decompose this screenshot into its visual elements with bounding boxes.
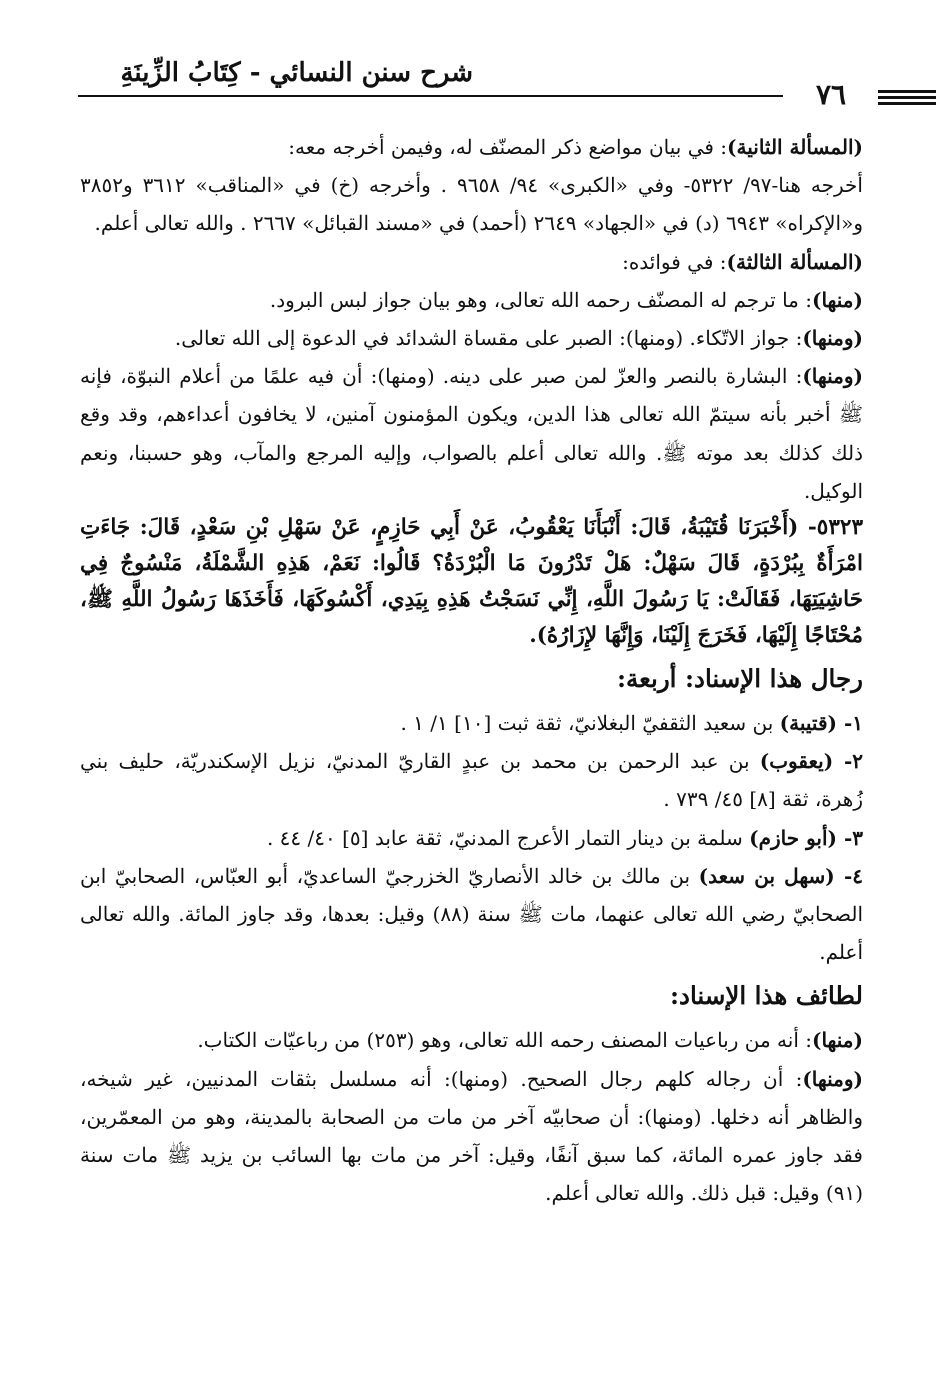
page-number-ornament (878, 90, 936, 104)
paragraph-label: (المسألة الثانية) (727, 135, 863, 159)
narrator-text: سلمة بن دينار التمار الأعرج المدنيّ، ثقة عابد [٥] ٤٠/ ٤٤ . (266, 825, 750, 850)
subtlety-text: : أن رجاله كلهم رجال الصحيح. (ومنها): أنه مسلسل بثقات المدنيين، غير شيخه، والظاهر أنه دخلها. (ومنها): أن صحابيّه آخر من مات من الصحابة بالمدينة، وهو من المعمّرين، فقد جاوز عمره المائة، كما سبق آنفًا، وقيل: آخر من مات بها السائب بن يزيد ﷺ مات سنة (٩١) وقيل: قبل ذلك. والله تعالى أعلم. (80, 1066, 863, 1206)
paragraph-text: : البشارة بالنصر والعزّ لمن صبر على دينه. (ومنها): أن فيه علمًا من أعلام النبوّة، فإنه ﷺ أخبر بأنه سيتمّ الله تعالى هذا الدين، ويكون المؤمنون آمنين، لا يخافون أعداءهم، وقد وقع ذلك كذلك بعد موته ﷺ. والله تعالى أعلم بالصواب، وإليه المرجع والمآب، وهو حسبنا، ونعم الوكيل. (80, 364, 863, 503)
paragraph-text: : ما ترجم له المصنّف رحمه الله تعالى، وهو بيان جواز لبس البرود. (269, 287, 812, 312)
page-number: ٧٦ (816, 78, 847, 111)
narrators-heading: رجال هذا الإسناد: أربعة: (617, 664, 863, 694)
narrator-name: ٢- (يعقوب) (759, 749, 864, 774)
narrator-entry (80, 819, 863, 857)
paragraph (80, 128, 863, 166)
subtlety-entry (80, 1060, 863, 1213)
narrator-entry (80, 857, 863, 972)
subtleties-heading: لطائف هذا الإسناد: (670, 981, 863, 1011)
page-header (78, 50, 858, 110)
narrator-name: ٣- (أبو حازم) (749, 825, 863, 850)
narrator-entry (80, 742, 863, 818)
page-body (80, 128, 863, 1212)
paragraph (80, 357, 863, 510)
paragraph (80, 243, 863, 281)
narrator-text: بن مالك بن خالد الأنصاريّ الخزرجيّ الساعديّ، أبو العبّاس، الصحابيّ ابن الصحابيّ رضي الله تعالى عنهما، مات ﷺ سنة (٨٨) وقيل: بعدها، وقد جاوز المائة. والله تعالى أعلم. (80, 863, 864, 965)
paragraph (80, 281, 863, 319)
subtlety-text: : أنه من رباعيات المصنف رحمه الله تعالى، وهو (٢٥٣) من رباعيّات الكتاب. (197, 1028, 812, 1053)
subtlety-entry (80, 1021, 863, 1059)
paragraph-label: (ومنها) (802, 326, 863, 351)
subtlety-label: (منها) (812, 1028, 863, 1053)
paragraph-label: (ومنها) (802, 364, 863, 389)
paragraph-text: : في بيان مواضع ذكر المصنّف له، وفيمن أخرجه معه: (288, 135, 728, 159)
narrator-text: بن عبد الرحمن بن محمد بن عبدٍ القاريّ المدنيّ، نزيل الإسكندريّة، حليف بني زُهرة، ثقة [٨] ٤٥/ ٧٣٩ . (80, 749, 863, 812)
header-rule (78, 95, 783, 97)
narrator-text: بن سعيد الثقفيّ البغلانيّ، ثقة ثبت [١٠] ١/ ١ . (400, 711, 780, 736)
paragraph-text: أخرجه هنا-٩٧/ ٥٣٢٢- وفي «الكبرى» ٩٤/ ٩٦٥٨ . وأخرجه (خ) في «المناقب» ٣٦١٢ و٣٨٥٢ و«الإكراه» ٦٩٤٣ (د) في «الجهاد» ٢٦٤٩ (أحمد) في «مسند القبائل» ٢٦٦٧ . والله تعالى أعلم. (80, 173, 863, 236)
paragraph (80, 319, 863, 357)
paragraph-label: (منها) (812, 287, 863, 312)
paragraph-text: : جواز الاتّكاء. (ومنها): الصبر على مقساة الشدائد في الدعوة إلى الله تعالى. (174, 326, 803, 351)
narrator-name: ١- (قتيبة) (779, 711, 863, 736)
subtlety-label: (ومنها) (802, 1066, 863, 1091)
paragraph (80, 166, 863, 242)
paragraph-label: (المسألة الثالثة) (726, 249, 863, 274)
narrator-name: ٤- (سهل بن سعد) (698, 863, 863, 888)
hadith-text: ٥٣٢٣- (أَخْبَرَنَا قُتَيْبَةُ، قَالَ: أَنْبَأَنَا يَعْقُوبُ، عَنْ أَبِي حَازِمٍ، عَنْ سَهْلِ بْنِ سَعْدٍ، قَالَ: جَاءَتِ امْرَأَةٌ بِبُرْدَةٍ، قَالَ سَهْلٌ: هَلْ تَدْرُونَ مَا الْبُرْدَةُ؟ قَالُوا: نَعَمْ، هَذِهِ الشَّمْلَةُ، مَنْسُوجٌ فِي حَاشِيَتِهَا، فَقَالَتْ: يَا رَسُولَ اللَّهِ، إِنِّي نَسَجْتُ هَذِهِ بِيَدِي، أَكْسُوكَهَا، فَأَخَذَهَا رَسُولُ اللَّهِ ﷺ، مُحْتَاجًا إِلَيْهَا، فَخَرَجَ إِلَيْنَا، وَإِنَّهَا لإِزَارُهُ). (80, 515, 863, 649)
running-title: شرح سنن النسائي - كِتَابُ الزِّينَةِ (120, 58, 473, 88)
paragraph-text: : في فوائده: (622, 249, 727, 274)
narrator-entry (80, 704, 863, 742)
